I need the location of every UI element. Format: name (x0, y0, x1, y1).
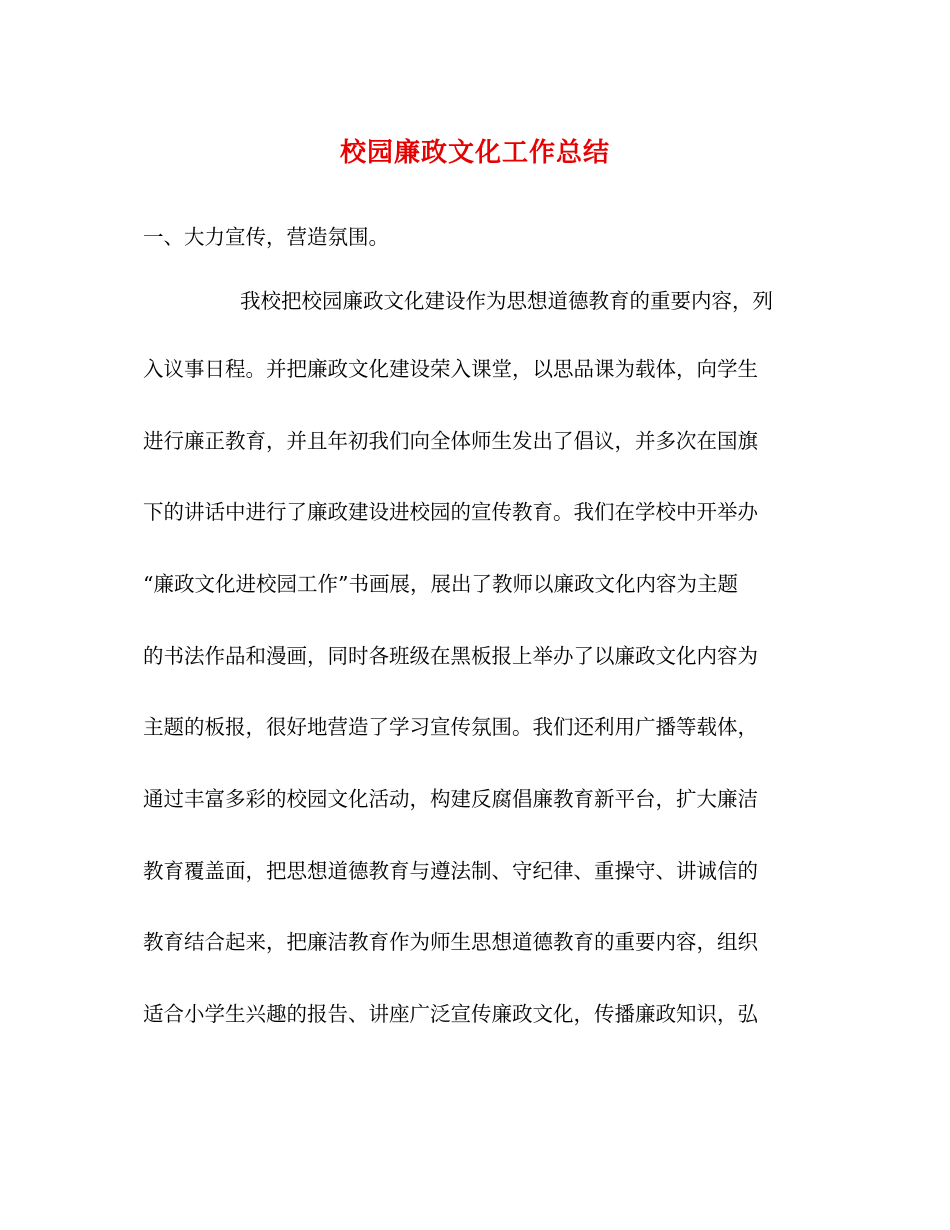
paragraph-line: 我校把校园廉政文化建设作为思想道德教育的重要内容，列 (240, 289, 773, 313)
paragraph-line: 的书法作品和漫画，同时各班级在黑板报上举办了以廉政文化内容为 (143, 644, 758, 668)
paragraph-line: 进行廉正教育，并且年初我们向全体师生发出了倡议，并多次在国旗 (143, 429, 758, 453)
paragraph-line: “廉政文化进校园工作”书画展，展出了教师以廉政文化内容为主题 (143, 572, 738, 596)
paragraph-line: 适合小学生兴趣的报告、讲座广泛宣传廉政文化，传播廉政知识，弘 (143, 1002, 758, 1026)
paragraph-line: 通过丰富多彩的校园文化活动，构建反腐倡廉教育新平台，扩大廉洁 (143, 787, 758, 811)
paragraph-line: 下的讲话中进行了廉政建设进校园的宣传教育。我们在学校中开举办 (143, 500, 758, 524)
paragraph-line: 主题的板报，很好地营造了学习宣传氛围。我们还利用广播等载体， (143, 715, 758, 739)
paragraph-line: 教育覆盖面，把思想道德教育与遵法制、守纪律、重操守、讲诚信的 (143, 859, 758, 883)
section-heading: 一、大力宣传，营造氛围。 (143, 225, 389, 249)
paragraph-line: 教育结合起来，把廉洁教育作为师生思想道德教育的重要内容，组织 (143, 930, 758, 954)
document-title: 校园廉政文化工作总结 (339, 138, 610, 168)
paragraph-line: 入议事日程。并把廉政文化建设荣入课堂，以思品课为载体，向学生 (143, 357, 758, 381)
